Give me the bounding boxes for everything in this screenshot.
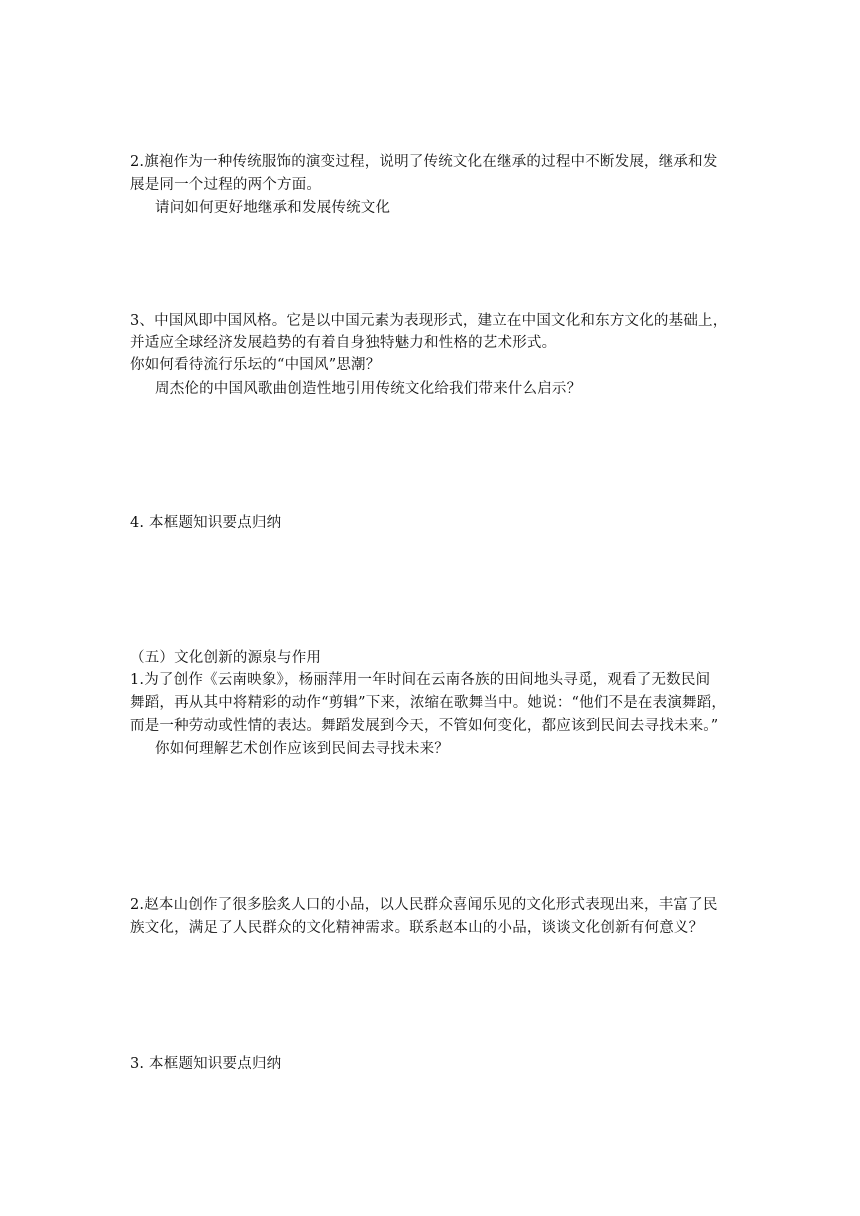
qipao-question: 请问如何更好地继承和发展传统文化 [155,200,391,216]
yunnan-question: 你如何理解艺术创作应该到民间去寻找未来？ [155,741,449,757]
qipao-paragraph-line-1: 2.旗袍作为一种传统服饰的演变过程，说明了传统文化在继承的过程中不断发展，继承和发 [130,154,718,170]
zhao-benshan-paragraph-line-1: 2.赵本山创作了很多脍炙人口的小品，以人民群众喜闻乐见的文化形式表现出来，丰富了民 [130,897,718,913]
knowledge-summary-4: 4. 本框题知识要点归纳 [130,515,282,531]
chinese-style-question-1: 你如何看待流行乐坛的“中国风”思潮？ [130,357,381,373]
yunnan-paragraph-line-2: 舞蹈，再从其中将精彩的动作“剪辑”下来，浓缩在歌舞当中。她说：“他们不是在表演舞蹈， [130,695,727,711]
yunnan-paragraph-line-1: 1.为了创作《云南映象》，杨丽萍用一年时间在云南各族的田间地头寻觅，观看了无数民间 [130,672,711,688]
yunnan-paragraph-line-3: 而是一种劳动或性情的表达。舞蹈发展到今天，不管如何变化，都应该到民间去寻找未来。” [130,718,719,734]
knowledge-summary-3: 3. 本框题知识要点归纳 [130,1056,282,1072]
chinese-style-paragraph-line-1: 3、中国风即中国风格。它是以中国元素为表现形式，建立在中国文化和东方文化的基础上， [130,313,728,329]
section-heading-innovation: （五）文化创新的源泉与作用 [130,650,322,666]
qipao-paragraph-line-2: 展是同一个过程的两个方面。 [130,177,322,193]
zhao-benshan-paragraph-line-2: 族文化，满足了人民群众的文化精神需求。联系赵本山的小品，谈谈文化创新有何意义？ [130,920,704,936]
chinese-style-paragraph-line-2: 并适应全球经济发展趋势的有着自身独特魅力和性格的艺术形式。 [130,335,557,351]
chinese-style-question-2: 周杰伦的中国风歌曲创造性地引用传统文化给我们带来什么启示？ [155,381,582,397]
